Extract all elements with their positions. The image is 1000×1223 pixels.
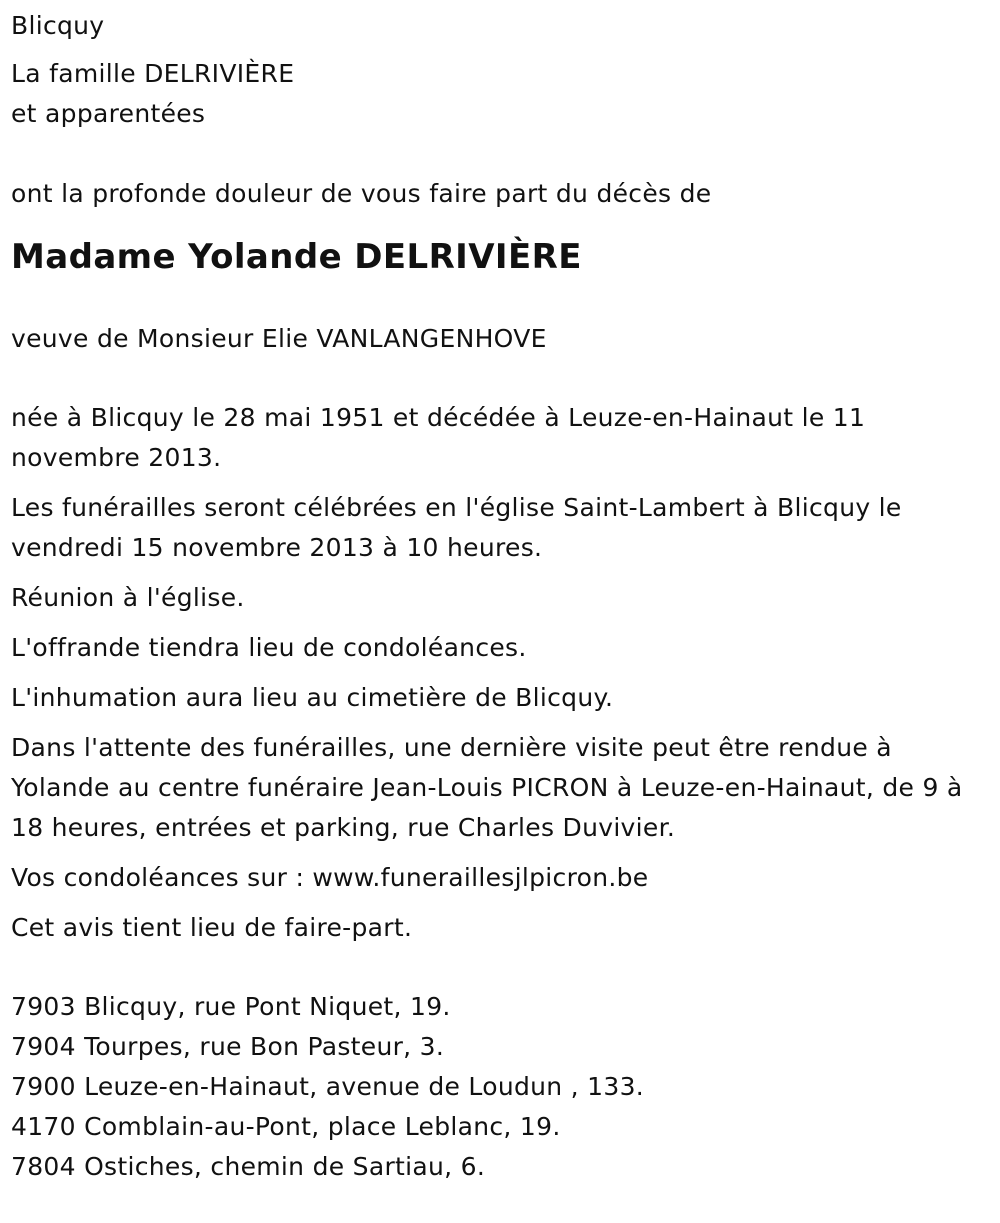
announcement-intro: ont la profonde douleur de vous faire part du décès de <box>11 179 712 208</box>
offering-paragraph: L'offrande tiendra lieu de condoléances. <box>11 633 527 662</box>
burial-paragraph: L'inhumation aura lieu au cimetière de Blicquy. <box>11 683 614 712</box>
family-block <box>11 54 986 134</box>
meeting-paragraph: Réunion à l'église. <box>11 583 245 612</box>
widow-of-line: veuve de Monsieur Elie VANLANGENHOVE <box>11 324 547 353</box>
visitation-paragraph: Dans l'attente des funérailles, une dernière visite peut être rendue à Yolande au centre funéraire Jean-Louis PICRON à Leuze-en-Hainaut, de 9 à 18 heures, entrées et parking, rue Charles Duvivier. <box>11 733 963 842</box>
address-line: 7804 Ostiches, chemin de Sartiau, 6. <box>11 1152 486 1181</box>
address-line: 4170 Comblain-au-Pont, place Leblanc, 19. <box>11 1112 561 1141</box>
family-addresses <box>11 987 986 1187</box>
address-line: 7904 Tourpes, rue Bon Pasteur, 3. <box>11 1032 445 1061</box>
notice-place: Blicquy <box>11 11 105 40</box>
funeral-service-paragraph: Les funérailles seront célébrées en l'église Saint-Lambert à Blicquy le vendredi 15 novembre 2013 à 10 heures. <box>11 493 902 562</box>
address-line: 7903 Blicquy, rue Pont Niquet, 19. <box>11 992 451 1021</box>
deceased-name: Madame Yolande DELRIVIÈRE <box>11 237 582 277</box>
notice-statement-paragraph: Cet avis tient lieu de faire-part. <box>11 913 413 942</box>
family-relatives-line: et apparentées <box>11 99 206 128</box>
birth-death-paragraph: née à Blicquy le 28 mai 1951 et décédée à Leuze-en-Hainaut le 11 novembre 2013. <box>11 403 866 472</box>
address-line: 7900 Leuze-en-Hainaut, avenue de Loudun , 133. <box>11 1072 645 1101</box>
condolences-website-paragraph: Vos condoléances sur : www.funeraillesjlpicron.be <box>11 863 649 892</box>
death-notice <box>11 0 986 1187</box>
family-name-line: La famille DELRIVIÈRE <box>11 59 295 88</box>
